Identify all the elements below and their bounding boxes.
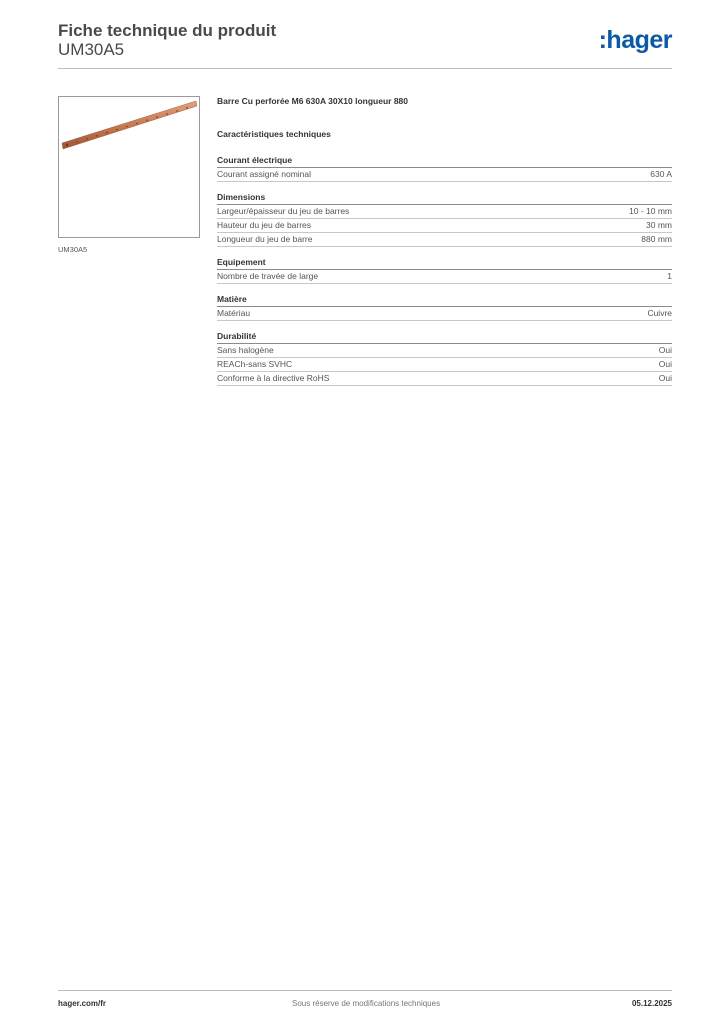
spec-row (217, 205, 672, 219)
image-caption: UM30A5 (58, 245, 88, 254)
header-divider (58, 68, 672, 69)
spec-label: Sans halogène (217, 345, 274, 355)
spec-label: Matériau (217, 308, 251, 318)
spec-group-title: Courant électrique (217, 155, 672, 168)
product-title: Barre Cu perforée M6 630A 30X10 longueur 880 (217, 96, 409, 106)
footer-notice: Sous réserve de modifications techniques (292, 999, 441, 1008)
spec-value: Oui (658, 345, 672, 355)
spec-content (217, 96, 672, 396)
spec-label: Longueur du jeu de barre (217, 234, 313, 244)
spec-group-equipement (217, 257, 672, 284)
spec-row (217, 219, 672, 233)
spec-group-matiere (217, 294, 672, 321)
footer-divider (58, 990, 672, 991)
spec-label: Courant assigné nominal (217, 169, 312, 179)
hager-logo: :hager (598, 26, 672, 54)
spec-group-durabilite (217, 331, 672, 386)
specs-heading: Caractéristiques techniques (217, 129, 331, 139)
spec-label: Largeur/épaisseur du jeu de barres (217, 206, 350, 216)
spec-label: REACh-sans SVHC (217, 359, 293, 369)
spec-value: 30 mm (646, 220, 672, 230)
spec-group-title: Equipement (217, 257, 672, 270)
footer-website-link[interactable]: hager.com/fr (58, 999, 107, 1008)
spec-group-title: Durabilité (217, 331, 672, 344)
copper-busbar-image (59, 97, 199, 237)
spec-value: Cuivre (647, 308, 672, 318)
spec-label: Hauteur du jeu de barres (217, 220, 312, 230)
spec-value: 1 (667, 271, 672, 281)
product-reference: UM30A5 (58, 40, 125, 59)
spec-group-courant (217, 155, 672, 182)
spec-row (217, 168, 672, 182)
spec-value: Oui (658, 373, 672, 383)
spec-row (217, 358, 672, 372)
spec-row (217, 372, 672, 386)
spec-value: 880 mm (641, 234, 672, 244)
spec-value: Oui (658, 359, 672, 369)
spec-row (217, 270, 672, 284)
spec-group-title: Matière (217, 294, 672, 307)
spec-value: 10 - 10 mm (629, 206, 672, 216)
spec-label: Nombre de travée de large (217, 271, 319, 281)
spec-label: Conforme à la directive RoHS (217, 373, 330, 383)
spec-group-title: Dimensions (217, 192, 672, 205)
footer-date: 05.12.2025 (631, 999, 672, 1008)
spec-group-dimensions (217, 192, 672, 247)
product-image (58, 96, 200, 238)
spec-row (217, 233, 672, 247)
spec-row (217, 344, 672, 358)
page-title: Fiche technique du produit (58, 21, 277, 40)
spec-row (217, 307, 672, 321)
spec-value: 630 A (650, 169, 672, 179)
